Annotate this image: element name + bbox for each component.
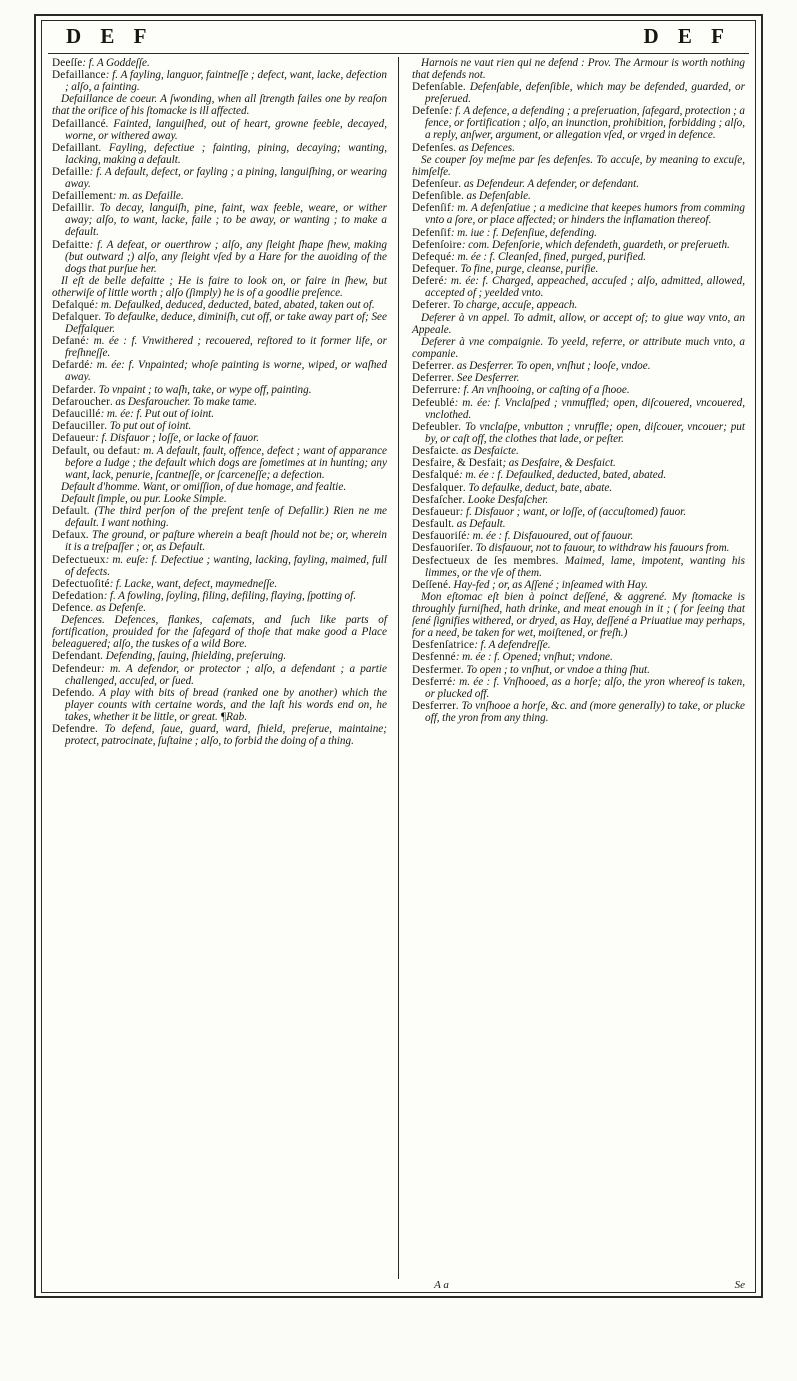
- dictionary-entry: [412, 178, 745, 190]
- dictionary-entry: [52, 578, 387, 590]
- entry-headword: Defaux: [52, 529, 87, 542]
- entry-definition: : f. A Goddeſſe.: [82, 57, 150, 69]
- dictionary-entry: [52, 650, 387, 662]
- entry-definition: : f. Lacke, want, defect, maymedneſſe.: [109, 577, 278, 590]
- dictionary-entry: [52, 142, 387, 166]
- dictionary-subentry: [412, 57, 745, 81]
- entry-headword: Deeſſe: [52, 57, 83, 69]
- dictionary-entry: [52, 335, 387, 359]
- entry-headword: Desfalquer: [412, 481, 464, 494]
- entry-definition: . Looke Desfaſcher.: [462, 493, 549, 506]
- dictionary-subentry: [412, 312, 745, 336]
- entry-definition: : m. ée : f. Vnwithered ; recouered, reſtored to it former life, or freſhneſſe.: [65, 335, 387, 360]
- dictionary-entry: [412, 700, 745, 724]
- entry-definition: . as Defenſable.: [461, 190, 531, 203]
- entry-headword: Default: [52, 505, 87, 518]
- header-rule: [48, 53, 749, 54]
- entry-headword: Desfauoriſer: [412, 542, 471, 555]
- entry-headword: Default, ou defaut: [52, 444, 137, 457]
- entry-headword: Defaillance: [52, 69, 106, 82]
- entry-headword: Deferer: [412, 299, 448, 312]
- entry-definition: : com. Defenſorie, which defendeth, guardeth, or preſerueth.: [461, 238, 730, 251]
- entry-definition: : m. ée: f. Vnpainted; whoſe painting is worne, wiped, or waſhed away.: [65, 359, 387, 384]
- entry-headword: Desfauoriſé: [412, 530, 467, 543]
- entry-headword: Desfault: [412, 518, 452, 531]
- entry-definition: : f. A defendreſſe.: [474, 639, 551, 652]
- entry-definition: Default d'homme. Want, or omiſſion, of due homage, and fealtie.: [61, 480, 347, 493]
- dictionary-entry: [412, 263, 745, 275]
- dictionary-entry: [412, 651, 745, 663]
- dictionary-entry: [52, 202, 387, 238]
- signature-mark: A a: [434, 1279, 449, 1291]
- entry-headword: Defendo: [52, 686, 92, 699]
- entry-definition: . (The third perſon of the preſent tenſe of Defallir.) Rien ne me default. I want nothing.: [65, 505, 387, 530]
- dictionary-entry: [412, 239, 745, 251]
- dictionary-entry: [412, 482, 745, 494]
- page-border-outer: [34, 14, 763, 1298]
- entry-headword: Defenſoire: [412, 238, 462, 251]
- entry-headword: Defence: [52, 602, 91, 615]
- entry-definition: . as Desferrer. To open, vnſhut ; looſe, vndoe.: [451, 360, 651, 372]
- dictionary-entry: [52, 359, 387, 383]
- entry-headword: Defendeur: [52, 662, 102, 675]
- entry-definition: : m. A default, fault, offence, defect ; want of apparance before a Iudge ; the default which dogs are ſometimes at in hunting; any want, lack, penurie, ſcantneſſe, or ſcarceneſſe; a defection.: [65, 444, 388, 481]
- entry-definition: : m. ée: f. Charged, appeached, accuſed ; alſo, admitted, allowed, accepted of ; yeelded vnto.: [425, 275, 745, 300]
- entry-headword: Defenſes: [412, 141, 454, 154]
- entry-headword: Defaucillé: [52, 408, 101, 420]
- entry-definition: : f. A defeat, or ouerthrow ; alſo, any ſleight ſhape ſhew, making (but outward ;) alſo, any ſleight vſed by a Hare for the auoiding of the dogs that purſue her.: [65, 238, 387, 275]
- entry-headword: Desferrer: [412, 699, 457, 712]
- dictionary-subentry: [52, 481, 387, 493]
- entry-definition: Se couper ſoy meſme par ſes defenſes. To accuſe, by meaning to excuſe, himſelfe.: [412, 153, 745, 178]
- dictionary-entry: [52, 311, 387, 335]
- entry-definition: Deferer à vne compaignie. To yeeld, referre, or attribute much vnto, a companie.: [412, 335, 745, 360]
- dictionary-entry: [412, 457, 745, 469]
- entry-definition: : m. euſe: f. Defectiue ; wanting, lacking, fayling, maimed, full of defects.: [65, 553, 387, 578]
- dictionary-entry: [412, 299, 745, 311]
- entry-definition: . To open ; to vnſhut, or vndoe a thing ſhut.: [461, 663, 650, 676]
- entry-headword: Defardé: [52, 359, 90, 372]
- dictionary-entry: [412, 494, 745, 506]
- entry-definition: : f. A fayling, languor, faintneſſe ; defect, want, lacke, defection ; alſo, a fainting.: [65, 69, 387, 94]
- dictionary-entry: [52, 432, 387, 444]
- dictionary-entry: [52, 663, 387, 687]
- entry-definition: Defaillance de coeur. A ſwonding, when all ſtrength failes one by reaſon that the orifice of his ſtomacke is ill affected.: [52, 93, 387, 118]
- dictionary-entry: [412, 421, 745, 445]
- entry-definition: : m. A defendor, or protector ; alſo, a defendant ; a partie challenged, accuſed, or ſued.: [65, 662, 387, 687]
- entry-headword: Defequer: [412, 263, 456, 276]
- entry-headword: Defalqué: [52, 298, 95, 311]
- entry-definition: . as Defendeur. A defender, or defendant.: [458, 177, 640, 190]
- dictionary-entry: [52, 396, 387, 408]
- dictionary-entry: [52, 445, 387, 481]
- entry-definition: . To put out of ioint.: [104, 420, 192, 433]
- entry-definition: Default ſimple, ou pur. Looke Simple.: [61, 492, 227, 505]
- entry-headword: Defarder: [52, 383, 94, 396]
- running-head-left: D E F: [66, 24, 154, 48]
- entry-definition: : f. Disfauor ; loſſe, or lacke of fauor.: [95, 432, 260, 445]
- dictionary-entry: [412, 676, 745, 700]
- dictionary-entry: [412, 227, 745, 239]
- entry-definition: . as Default.: [451, 518, 506, 531]
- entry-definition: : f. A defence, a defending ; a preſeruation, ſafegard, protection ; a fence, or fortification ; alſo, an inunction, prohibition, forbidding ; alſo, a reply, anſwer, argument, or allegation vſed, or vrged in defence.: [425, 105, 745, 142]
- dictionary-entry: [412, 275, 745, 299]
- entry-definition: : m. ée: f. Put out of ioint.: [100, 408, 215, 420]
- entry-headword: Defaillement: [52, 190, 113, 203]
- dictionary-entry: [52, 420, 387, 432]
- dictionary-entry: [412, 506, 745, 518]
- dictionary-entry: [52, 239, 387, 275]
- dictionary-subentry: [412, 154, 745, 178]
- dictionary-entry: [412, 518, 745, 530]
- entry-definition: . A play with bits of bread (ranked one by another) which the player counts with certaine words, and the laſt his words end on, he takes, whether it be little, or great. ¶Rab.: [65, 686, 387, 723]
- entry-headword: Defeublé: [412, 396, 455, 409]
- entry-headword: Defaillant: [52, 141, 99, 154]
- dictionary-entry: [52, 602, 387, 614]
- dictionary-entry: [412, 469, 745, 481]
- entry-definition: : m. ée : f. Opened; vnſhut; vndone.: [455, 651, 613, 664]
- entry-definition: . To defaulke, deduce, diminiſh, cut off, or take away part of; See Deffalquer.: [65, 311, 387, 336]
- entry-definition: Harnois ne vaut rien qui ne defend : Prov. The Armour is worth nothing that defends not.: [412, 57, 745, 81]
- entry-definition: : m. ée : f. Defaulked, deducted, bated, abated.: [459, 469, 667, 482]
- dictionary-subentry: [52, 493, 387, 505]
- entry-headword: Defané: [52, 335, 86, 348]
- dictionary-entry: [412, 664, 745, 676]
- entry-definition: Il eſt de belle defaitte ; He is faire to look on, or faire in ſhew, but otherwiſe of little worth ; alſo (ſimply) he is of a goodlie preſence.: [52, 274, 387, 299]
- page-header: [48, 23, 749, 53]
- entry-headword: Defectuoſité: [52, 577, 110, 590]
- entry-definition: . as Desfaroucher. To make tame.: [110, 395, 257, 408]
- entry-definition: : m. Defaulked, deduced, deducted, bated, abated, taken out of.: [94, 298, 375, 311]
- entry-headword: Deferrer: [412, 372, 452, 385]
- entry-definition: . To vnpaint ; to waſh, take, or wype off, painting.: [93, 383, 312, 396]
- entry-definition: . To disfauour, not to fauour, to withdraw his fauours from.: [470, 542, 730, 555]
- dictionary-subentry: [52, 93, 387, 117]
- dictionary-entry: [52, 590, 387, 602]
- running-head-right: D E F: [643, 24, 731, 48]
- dictionary-entry: [412, 555, 745, 579]
- entry-headword: Defenſe: [412, 105, 449, 118]
- entry-definition: . Fayling, defectiue ; fainting, pining, decaying; wanting, lacking, making a default.: [65, 141, 387, 166]
- entry-definition: . Fainted, languiſhed, out of heart, growne feeble, decayed, worne, or withered away.: [65, 117, 387, 142]
- dictionary-entry: [52, 57, 387, 69]
- entry-definition: . Maimed, lame, impotent, wanting his limmes, or the vſe of them.: [425, 554, 745, 579]
- dictionary-entry: [412, 81, 745, 105]
- entry-headword: Desfaſcher: [412, 493, 463, 506]
- entry-definition: . To defaulke, deduct, bate, abate.: [463, 481, 613, 494]
- dictionary-entry: [52, 118, 387, 142]
- entry-definition: . To defend, ſaue, guard, ward, ſhield, preſerue, maintaine; protect, patrocinate, ſuſtaine ; alſo, to forbid the doing of a thing.: [65, 723, 387, 747]
- entry-headword: Defalquer: [52, 311, 99, 324]
- dictionary-entry: [52, 554, 387, 578]
- dictionary-entry: [412, 639, 745, 651]
- entry-headword: Defaillir: [52, 202, 92, 215]
- dictionary-entry: [412, 445, 745, 457]
- column-right: [402, 57, 749, 1279]
- dictionary-entry: [52, 384, 387, 396]
- entry-definition: Defences. Defences, flankes, caſemats, and ſuch like parts of fortification, prouided for the ſafegard of thoſe that make good a Place beleaguered; alſo, the tuskes of a wild Bore.: [52, 614, 387, 651]
- entry-definition: : m. as Defaille.: [112, 190, 184, 203]
- entry-headword: Defedation: [52, 589, 104, 602]
- entry-headword: Defeubler: [412, 420, 459, 433]
- entry-headword: Defauciller: [52, 420, 105, 433]
- entry-headword: Defendant: [52, 650, 101, 663]
- entry-definition: : f. A fowling, ſoyling, filing, defiling, flaying, ſpotting of.: [103, 589, 357, 602]
- dictionary-entry: [52, 69, 387, 93]
- dictionary-entry: [412, 142, 745, 154]
- entry-headword: Defectueux: [52, 553, 106, 566]
- entry-headword: Desfenné: [412, 651, 456, 664]
- dictionary-entry: [412, 579, 745, 591]
- entry-headword: Desferré: [412, 675, 453, 688]
- entry-definition: . as Desfaicte.: [456, 444, 519, 457]
- dictionary-subentry: [412, 591, 745, 639]
- dictionary-entry: [412, 397, 745, 421]
- entry-headword: Deferrure: [412, 384, 458, 397]
- entry-headword: Desfaicte: [412, 444, 457, 457]
- entry-definition: : m. A defenſatiue ; a medicine that keepes humors from comming vnto a ſore, or place affected; or hinders the inflamation thereof.: [425, 202, 745, 227]
- entry-definition: . See Desferrer.: [451, 372, 520, 385]
- entry-headword: Defenſif: [412, 202, 451, 215]
- entry-headword: Desfalqué: [412, 469, 460, 482]
- page-border-inner: [41, 20, 756, 1293]
- entry-headword: Defaille: [52, 165, 90, 178]
- entry-headword: Defaillancé: [52, 117, 106, 130]
- entry-definition: . Defenſable, defenſible, which may be defended, guarded, or preſerued.: [425, 81, 745, 106]
- entry-definition: : m. ée : f. Vnſhooed, as a horſe; alſo, the yron whereof is taken, or plucked off.: [425, 675, 745, 700]
- dictionary-entry: [412, 542, 745, 554]
- entry-definition: . as Defences.: [453, 141, 515, 154]
- entry-headword: Defequé: [412, 250, 452, 263]
- dictionary-subentry: [52, 275, 387, 299]
- dictionary-entry: [52, 408, 387, 420]
- entry-definition: . To fine, purge, cleanse, purifie.: [455, 263, 599, 276]
- dictionary-entry: [412, 202, 745, 226]
- dictionary-entry: [412, 372, 745, 384]
- entry-headword: Deferrer: [412, 360, 452, 372]
- entry-headword: Defaitte: [52, 238, 90, 251]
- entry-definition: : m. ée: f. Vnclaſped ; vnmuffled; open, diſcouered, vncouered, vnclothed.: [425, 396, 745, 421]
- column-left: [48, 57, 395, 1279]
- entry-definition: : f. An vnſhooing, or caſting of a ſhooe.: [457, 384, 630, 397]
- entry-definition: Mon eſtomac eſt bien à poinct deſſené, & aggrené. My ſtomacke is throughly furniſhed, hath drinke, and meat enough in it ; ( for ſeeing that ſené ſignifies withered, or dryed, as Hay, deſſené a Priuatiue may perhaps, for a need, be taken for wet, moiſtened, or freſh.): [412, 591, 745, 639]
- dictionary-entry: [412, 360, 745, 372]
- entry-headword: Defenſible: [412, 190, 462, 203]
- entry-headword: Defenſif: [412, 226, 451, 239]
- entry-definition: : m. ée : f. Cleanſed, fined, purged, purified.: [451, 250, 647, 263]
- entry-definition: . The ground, or paſture wherein a beaſt ſhould not be; or, wherein it is a treſpaſſer ; or, as Default.: [65, 529, 387, 554]
- dictionary-entry: [52, 166, 387, 190]
- entry-definition: : m. ée : f. Disfauoured, out of fauour.: [466, 530, 634, 543]
- dictionary-entry: [52, 190, 387, 202]
- entry-definition: . To vnſhooe a horſe, &c. and (more generally) to take, or plucke off, the yron from any thing.: [425, 699, 745, 724]
- dictionary-entry: [52, 299, 387, 311]
- entry-headword: Desfenſatrice: [412, 639, 475, 652]
- entry-definition: . Defending, ſauing, ſhielding, preſeruing.: [100, 650, 287, 663]
- entry-headword: Defenſeur: [412, 177, 459, 190]
- page-footer: [42, 1277, 755, 1291]
- entry-headword: Desfaire, & Desfait: [412, 457, 503, 470]
- text-columns: [48, 57, 749, 1279]
- entry-headword: Desfaueur: [412, 505, 460, 518]
- entry-definition: : f. A default, defect, or fayling ; a pining, languiſhing, or wearing away.: [65, 165, 387, 190]
- dictionary-entry: [412, 530, 745, 542]
- entry-definition: : f. Disfauor ; want, or loſſe, of (accuſtomed) fauor.: [459, 505, 687, 518]
- dictionary-entry: [412, 251, 745, 263]
- entry-definition: . To vnclaſpe, vnbutton ; vnruffle; open, diſcouer, vncouer; put by, or caſt off, the clothes that lade, or peſter.: [425, 420, 745, 445]
- dictionary-entry: [52, 687, 387, 723]
- catchword: Se: [734, 1279, 745, 1291]
- entry-headword: Defenſable: [412, 81, 464, 94]
- entry-headword: Desfectueux de ſes membres: [412, 554, 556, 567]
- column-divider: [398, 57, 399, 1279]
- dictionary-entry: [412, 105, 745, 141]
- entry-definition: ; as Desfaire, & Desfaict.: [502, 457, 616, 470]
- entry-definition: . as Defenſe.: [90, 602, 146, 615]
- dictionary-subentry: [52, 614, 387, 650]
- entry-headword: Desfermer: [412, 663, 462, 676]
- entry-headword: Deferé: [412, 275, 444, 288]
- entry-definition: : m. iue : f. Defenſiue, defending.: [450, 226, 597, 239]
- dictionary-entry: [52, 723, 387, 747]
- entry-definition: . Hay-fed ; or, as Aſſené ; inſeamed with Hay.: [448, 578, 648, 591]
- dictionary-entry: [52, 529, 387, 553]
- entry-headword: Defaroucher: [52, 395, 111, 408]
- entry-headword: Deſſené: [412, 578, 449, 591]
- dictionary-subentry: [412, 336, 745, 360]
- dictionary-entry: [52, 505, 387, 529]
- entry-headword: Defendre: [52, 723, 96, 735]
- entry-definition: . To charge, accuſe, appeach.: [447, 299, 578, 312]
- dictionary-entry: [412, 190, 745, 202]
- entry-definition: . To decay, languiſh, pine, faint, wax feeble, weare, or wither away; alſo, to want, lacke, faile ; to be away, or wanting ; to make a default.: [65, 202, 387, 239]
- entry-headword: Defaueur: [52, 432, 96, 445]
- entry-definition: Deferer à vn appel. To admit, allow, or accept of; to giue way vnto, an Appeale.: [412, 311, 745, 336]
- dictionary-entry: [412, 384, 745, 396]
